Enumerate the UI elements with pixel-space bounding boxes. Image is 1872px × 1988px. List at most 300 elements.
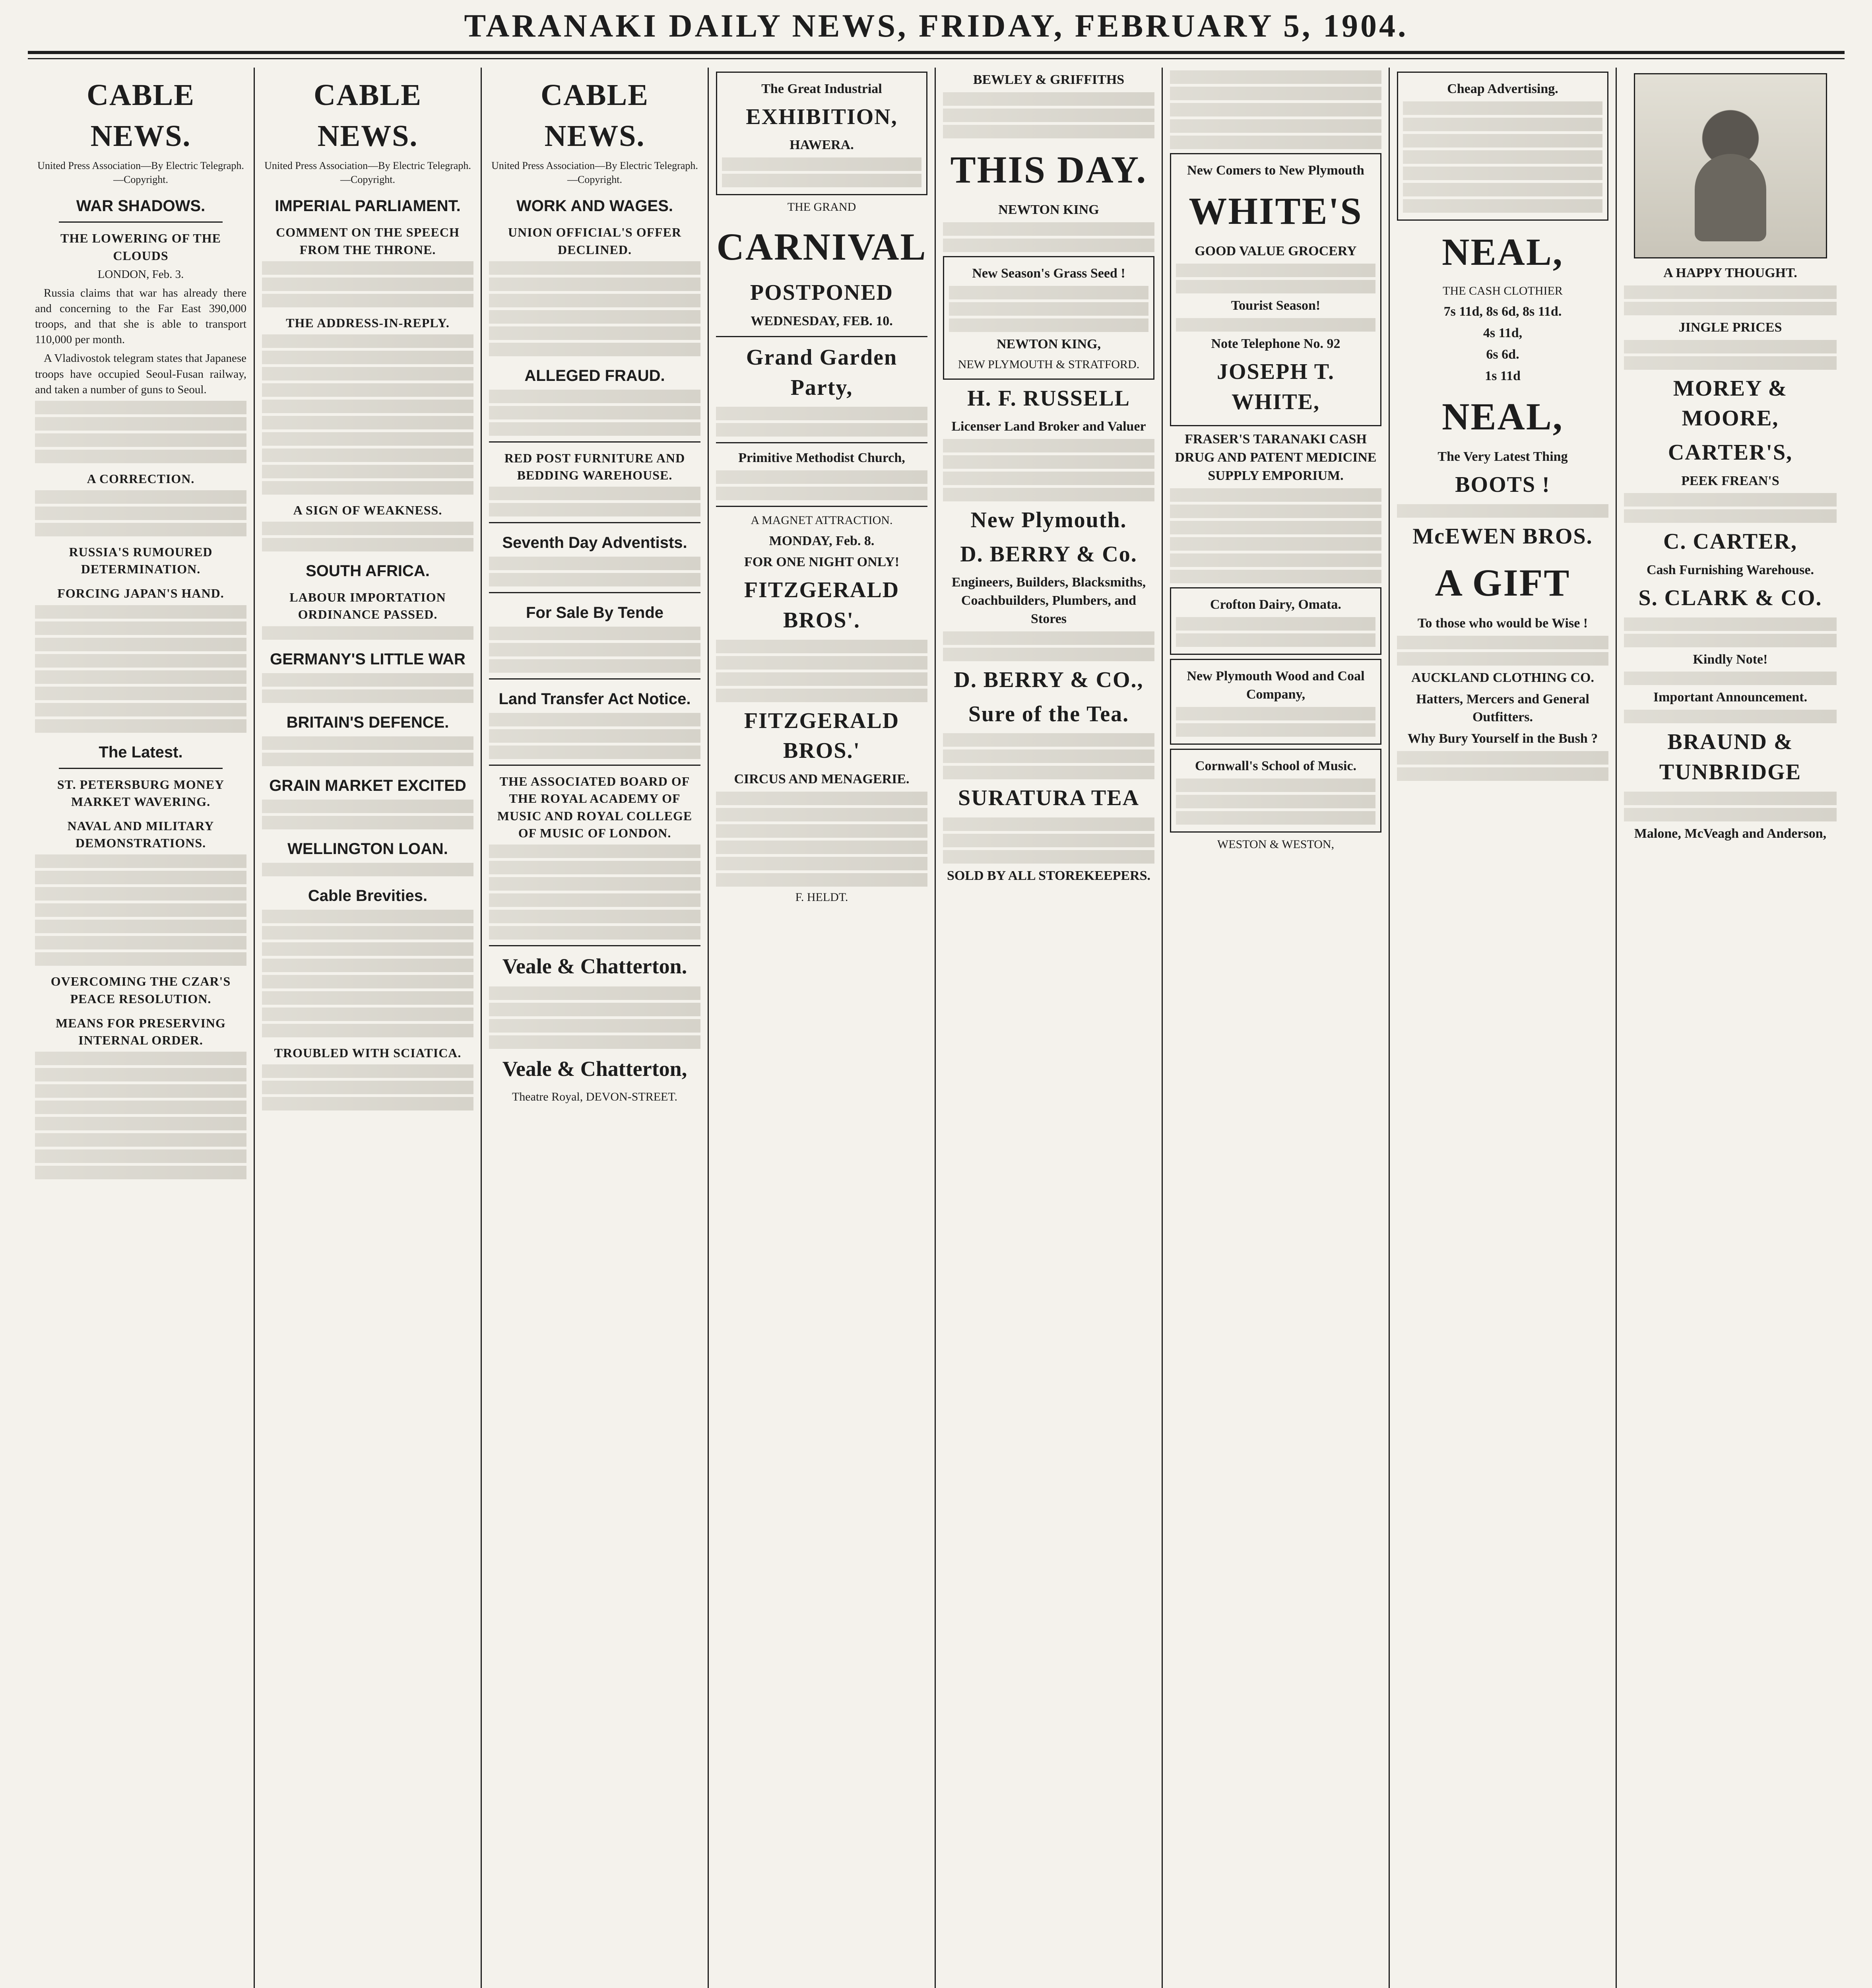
text-line — [489, 926, 700, 940]
text-line — [262, 465, 473, 478]
text-line — [35, 1068, 246, 1081]
ad-malone-mcveagh: Malone, McVeagh and Anderson, — [1634, 826, 1827, 841]
ad-price-7s: 7s 11d, 8s 6d, 8s 11d. — [1443, 304, 1562, 319]
text-line — [1624, 509, 1837, 523]
text-line — [1176, 264, 1375, 277]
text-line — [716, 423, 927, 437]
ad-mcewen-bros: McEWEN BROS. — [1412, 524, 1593, 549]
text-line — [1176, 811, 1375, 825]
ad-important-announcement: Important Announcement. — [1653, 690, 1808, 705]
ad-cheap-advertising: Cheap Advertising. — [1447, 82, 1558, 96]
text-line — [35, 1149, 246, 1163]
ad-land-transfer: Land Transfer Act Notice. — [499, 690, 691, 708]
text-line — [716, 487, 927, 500]
text-line — [949, 302, 1148, 316]
ad-grass-seed-title: New Season's Grass Seed ! — [972, 266, 1125, 281]
text-line — [1624, 285, 1837, 299]
ad-price-4s: 4s 11d, — [1483, 325, 1523, 340]
section-money-market: ST. PETERSBURG MONEY MARKET WAVERING. — [57, 777, 225, 809]
text-line — [489, 261, 700, 275]
text-line — [262, 1008, 473, 1021]
text-line — [35, 854, 246, 868]
article-paragraph: A Vladivostok telegram states that Japanese troops have occupied Seoul-Fusan railway, and taken a number of guns to Seoul. — [35, 352, 246, 396]
section-germany-war: GERMANY'S LITTLE WAR — [270, 650, 466, 668]
text-line — [489, 1035, 700, 1049]
text-line — [943, 850, 1154, 864]
text-line — [35, 401, 246, 414]
text-line — [35, 1101, 246, 1114]
text-line — [1624, 493, 1837, 507]
section-grain-market: GRAIN MARKET EXCITED — [269, 777, 466, 794]
ad-monday-feb: MONDAY, Feb. 8. — [769, 533, 875, 548]
text-line — [1624, 302, 1837, 315]
text-line — [262, 1081, 473, 1094]
text-line — [35, 417, 246, 431]
ad-new-comers: New Comers to New Plymouth — [1187, 163, 1364, 178]
text-line — [949, 318, 1148, 332]
text-line — [35, 433, 246, 447]
text-line — [35, 871, 246, 884]
masthead-rule-thin — [28, 58, 1845, 59]
ad-newton-king-2: NEWTON KING, — [997, 337, 1101, 352]
ad-suratura-tea: SURATURA TEA — [958, 786, 1140, 811]
ad-veale-chatterton-footer: Veale & Chatterton, — [502, 1056, 687, 1081]
section-comment-speech: COMMENT ON THE SPEECH FROM THE THRONE. — [276, 225, 460, 257]
ad-newton-king-location: NEW PLYMOUTH & STRATFORD. — [958, 358, 1140, 371]
text-line — [262, 991, 473, 1005]
section-address-in-reply: THE ADDRESS-IN-REPLY. — [286, 315, 450, 330]
ad-red-post-furniture: RED POST FURNITURE AND BEDDING WAREHOUSE. — [504, 450, 685, 482]
ad-postponed: POSTPONED — [750, 280, 894, 305]
ad-veale-chatterton: Veale & Chatterton. — [502, 954, 687, 978]
text-line — [489, 746, 700, 759]
text-line — [1403, 118, 1602, 131]
text-line — [716, 470, 927, 484]
ad-wednesday-feb: WEDNESDAY, FEB. 10. — [751, 314, 893, 329]
text-line — [716, 672, 927, 686]
columns — [28, 68, 1845, 1988]
text-line — [716, 407, 927, 420]
ad-sure-of-tea: Sure of the Tea. — [968, 701, 1129, 726]
ad-one-night: FOR ONE NIGHT ONLY! — [744, 555, 900, 570]
text-line — [35, 507, 246, 520]
text-line — [489, 503, 700, 516]
ad-braund-tunbridge: BRAUND & TUNBRIDGE — [1659, 730, 1802, 784]
cable-news-heading: CABLE NEWS. — [314, 78, 422, 153]
ad-telephone-92: Note Telephone No. 92 — [1211, 336, 1340, 351]
ad-cheap-advertising-box — [1397, 72, 1608, 221]
cable-news-credit: United Press Association—By Electric Telegraph.—Copyright. — [37, 160, 244, 186]
column-1 — [28, 68, 255, 1988]
text-line — [1170, 505, 1381, 518]
text-line — [262, 278, 473, 291]
ad-engineers-builders: Engineers, Builders, Blacksmiths, Coachbuilders, Plumbers, and Stores — [951, 575, 1146, 627]
ad-illustration-woman — [1634, 73, 1827, 258]
text-line — [489, 877, 700, 891]
ad-white-grocery — [1170, 153, 1381, 426]
text-line — [262, 432, 473, 446]
text-line — [489, 278, 700, 291]
text-line — [1403, 167, 1602, 180]
ad-auckland-clothing: AUCKLAND CLOTHING CO. — [1411, 670, 1594, 685]
ad-price-1s: 1s 11d — [1485, 368, 1521, 383]
ad-kindly-note: Kindly Note! — [1693, 652, 1768, 667]
cable-news-credit: United Press Association—By Electric Telegraph.—Copyright. — [264, 160, 471, 186]
ad-new-plymouth: New Plymouth. — [970, 508, 1127, 533]
text-line — [1170, 87, 1381, 100]
text-line — [35, 638, 246, 651]
text-line — [35, 621, 246, 635]
text-line — [1624, 792, 1837, 805]
text-line — [1170, 136, 1381, 149]
ad-very-latest: The Very Latest Thing — [1437, 449, 1568, 464]
article-paragraph: Russia claims that war has already there and concerning to the Far East 390,000 troops, and that she is able to transport 110,000 per month. — [35, 286, 246, 346]
text-line — [716, 841, 927, 854]
text-line — [489, 627, 700, 640]
text-line — [1176, 795, 1375, 808]
text-line — [716, 689, 927, 702]
ad-the-grand: THE GRAND — [787, 200, 856, 214]
text-line — [35, 1052, 246, 1065]
text-line — [489, 294, 700, 307]
text-line — [262, 400, 473, 413]
ad-joseph-white: JOSEPH T. WHITE, — [1216, 359, 1335, 414]
text-line — [943, 733, 1154, 747]
ad-frasers-drug: FRASER'S TARANAKI CASH DRUG AND PATENT MEDICINE SUPPLY EMPORIUM. — [1175, 432, 1377, 483]
text-line — [1397, 652, 1608, 666]
text-line — [35, 703, 246, 716]
text-line — [949, 286, 1148, 299]
text-line — [262, 910, 473, 923]
text-line — [943, 488, 1154, 501]
text-line — [489, 861, 700, 874]
text-line — [262, 753, 473, 766]
text-line — [262, 416, 473, 429]
text-line — [1170, 488, 1381, 502]
ad-exhibition — [716, 72, 927, 195]
text-line — [943, 834, 1154, 847]
text-line — [943, 239, 1154, 252]
section-war-shadows: WAR SHADOWS. — [76, 197, 206, 215]
text-line — [1624, 634, 1837, 647]
text-line — [1397, 751, 1608, 765]
ad-c-carter: C. CARTER, — [1663, 529, 1797, 554]
text-line — [489, 729, 700, 743]
divider — [489, 678, 700, 679]
ad-sold-storekeepers: SOLD BY ALL STOREKEEPERS. — [947, 868, 1151, 883]
text-line — [1170, 570, 1381, 583]
section-alleged-fraud: ALLEGED FRAUD. — [524, 367, 665, 384]
text-line — [1403, 134, 1602, 148]
divider — [489, 765, 700, 766]
ad-cash-clothier: THE CASH CLOTHIER — [1443, 284, 1563, 298]
text-line — [1624, 340, 1837, 353]
masthead-title: TARANAKI DAILY NEWS, FRIDAY, FEBRUARY 5, 1904. — [464, 8, 1408, 44]
text-line — [1176, 723, 1375, 737]
text-line — [489, 326, 700, 340]
text-line — [943, 455, 1154, 469]
text-line — [716, 792, 927, 805]
ad-d-berry: D. BERRY & Co. — [960, 542, 1137, 567]
ad-wood-coal: New Plymouth Wood and Coal Company, — [1187, 668, 1365, 702]
ad-price-6s: 6s 6d. — [1486, 347, 1519, 362]
divider — [59, 221, 223, 223]
text-line — [1624, 672, 1837, 685]
text-line — [35, 1084, 246, 1098]
column-3 — [482, 68, 709, 1988]
text-line — [489, 343, 700, 356]
ad-garden-party: Grand Garden Party, — [746, 345, 898, 400]
ad-tourist-season: Tourist Season! — [1231, 298, 1321, 313]
text-line — [262, 334, 473, 348]
text-line — [1170, 103, 1381, 116]
section-britain-defence: BRITAIN'S DEFENCE. — [286, 713, 449, 731]
cable-news-credit: United Press Association—By Electric Telegraph.—Copyright. — [491, 160, 698, 186]
text-line — [262, 673, 473, 687]
text-line — [1170, 119, 1381, 133]
ad-carnival: CARNIVAL — [716, 225, 927, 268]
text-line — [489, 422, 700, 436]
text-line — [1403, 150, 1602, 164]
section-internal-order: MEANS FOR PRESERVING INTERNAL ORDER. — [56, 1015, 226, 1047]
section-czar-peace: OVERCOMING THE CZAR'S PEACE RESOLUTION. — [50, 974, 231, 1006]
section-wellington-loan: WELLINGTON LOAN. — [287, 840, 448, 858]
ad-s-clark: S. CLARK & CO. — [1638, 585, 1822, 610]
text-line — [943, 648, 1154, 661]
text-line — [35, 1166, 246, 1179]
text-line — [943, 109, 1154, 122]
section-cable-brevities: Cable Brevities. — [308, 887, 428, 905]
text-line — [262, 1097, 473, 1110]
text-line — [1170, 521, 1381, 534]
ad-neal: NEAL, — [1442, 230, 1564, 273]
ad-h-f-russell: H. F. RUSSELL — [967, 386, 1130, 411]
text-line — [35, 920, 246, 933]
text-line — [716, 656, 927, 670]
ad-exhibition-great-industrial: The Great Industrial — [761, 82, 882, 96]
masthead — [28, 7, 1845, 55]
text-line — [35, 450, 246, 463]
ad-cornwall-music: Cornwall's School of Music. — [1195, 758, 1357, 773]
text-line — [943, 439, 1154, 452]
text-line — [262, 926, 473, 940]
ad-newton-king: NEWTON KING — [998, 202, 1099, 217]
text-line — [943, 125, 1154, 138]
text-line — [35, 952, 246, 966]
text-line — [262, 538, 473, 551]
text-line — [262, 626, 473, 640]
text-line — [489, 845, 700, 858]
text-line — [489, 659, 700, 673]
text-line — [35, 490, 246, 504]
text-line — [262, 942, 473, 956]
text-line — [1176, 318, 1375, 332]
text-line — [35, 605, 246, 619]
section-forcing-japan: FORCING JAPAN'S HAND. — [57, 586, 224, 601]
text-line — [262, 975, 473, 988]
text-line — [1403, 183, 1602, 196]
text-line — [716, 873, 927, 887]
text-line — [716, 808, 927, 821]
ad-theatre-royal: Theatre Royal, DEVON-STREET. — [512, 1090, 677, 1103]
text-line — [1624, 808, 1837, 821]
text-line — [1624, 617, 1837, 631]
text-line — [1176, 707, 1375, 720]
ad-weston: WESTON & WESTON, — [1217, 837, 1335, 851]
text-line — [262, 448, 473, 462]
ad-circus-menagerie: CIRCUS AND MENAGERIE. — [734, 771, 910, 786]
ad-jingle-prices: JINGLE PRICES — [1678, 320, 1782, 335]
ad-hatters-mercers: Hatters, Mercers and General Outfitters. — [1416, 691, 1589, 725]
divider — [489, 945, 700, 946]
ad-grass-seed — [943, 256, 1154, 379]
ad-carters: CARTER'S, — [1668, 440, 1793, 465]
cable-news-heading: CABLE NEWS. — [87, 78, 195, 153]
divider — [59, 768, 223, 769]
ad-fitzgerald-bros: FITZGERALD BROS'. — [744, 578, 900, 633]
text-line — [489, 713, 700, 726]
text-line — [489, 986, 700, 1000]
section-work-wages: WORK AND WAGES. — [516, 197, 673, 215]
dateline: LONDON, Feb. 3. — [97, 268, 184, 281]
section-labour-ordinance: LABOUR IMPORTATION ORDINANCE PASSED. — [289, 590, 446, 622]
column-5 — [936, 68, 1163, 1988]
text-line — [262, 351, 473, 364]
text-line — [489, 910, 700, 923]
ad-bewley-griffiths: BEWLEY & GRIFFITHS — [973, 72, 1125, 87]
text-line — [35, 1117, 246, 1130]
section-lowering-clouds: THE LOWERING OF THE CLOUDS — [60, 231, 221, 263]
text-line — [35, 523, 246, 536]
ad-for-sale-tender: For Sale By Tende — [526, 604, 663, 622]
ad-exhibition-title: EXHIBITION, — [746, 104, 898, 129]
text-line — [262, 367, 473, 381]
ad-seventh-day: Seventh Day Adventists. — [502, 534, 687, 552]
text-line — [943, 817, 1154, 831]
section-union-offer: UNION OFFICIAL'S OFFER DECLINED. — [508, 225, 682, 257]
text-line — [262, 800, 473, 813]
text-line — [1170, 553, 1381, 567]
ad-fitzgerald-bros-2: FITZGERALD BROS.' — [744, 708, 900, 763]
text-line — [489, 310, 700, 324]
text-line — [262, 383, 473, 397]
divider — [489, 522, 700, 523]
text-line — [1176, 280, 1375, 293]
text-line — [262, 736, 473, 750]
text-line — [35, 687, 246, 700]
text-line — [943, 749, 1154, 763]
ad-f-heldt: F. HELDT. — [795, 890, 848, 904]
text-line — [716, 824, 927, 838]
text-line — [1397, 767, 1608, 781]
text-line — [262, 261, 473, 275]
text-line — [35, 654, 246, 668]
text-line — [489, 643, 700, 656]
ad-boots: BOOTS ! — [1455, 472, 1550, 497]
ad-d-berry-2: D. BERRY & CO., — [954, 668, 1144, 692]
ad-peek-frean: PEEK FREAN'S — [1681, 473, 1779, 488]
text-line — [35, 719, 246, 733]
section-sciatica: TROUBLED WITH SCIATICA. — [274, 1045, 462, 1060]
text-line — [489, 557, 700, 570]
ad-cornwall-box — [1170, 749, 1381, 833]
text-line — [489, 1003, 700, 1016]
text-line — [35, 936, 246, 949]
cable-news-heading: CABLE NEWS. — [541, 78, 649, 153]
text-line — [943, 222, 1154, 236]
text-line — [1170, 537, 1381, 551]
text-line — [1176, 633, 1375, 647]
text-line — [489, 406, 700, 419]
divider — [716, 336, 927, 337]
text-line — [1176, 779, 1375, 792]
text-line — [262, 863, 473, 876]
text-line — [1403, 101, 1602, 115]
section-sign-weakness: A SIGN OF WEAKNESS. — [293, 503, 442, 517]
ad-wood-coal-box — [1170, 659, 1381, 745]
divider — [716, 442, 927, 443]
text-line — [1403, 199, 1602, 213]
column-6 — [1163, 68, 1390, 1988]
section-latest: The Latest. — [99, 743, 183, 761]
ad-primitive-methodist: Primitive Methodist Church, — [738, 450, 905, 466]
divider — [716, 506, 927, 507]
text-line — [262, 522, 473, 535]
section-naval-military: NAVAL AND MILITARY DEMONSTRATIONS. — [67, 819, 214, 850]
text-line — [489, 1019, 700, 1033]
text-line — [489, 893, 700, 907]
section-imperial-parliament: IMPERIAL PARLIAMENT. — [275, 197, 461, 215]
ad-good-value-grocery: GOOD VALUE GROCERY — [1195, 244, 1357, 259]
text-line — [943, 631, 1154, 645]
text-line — [1624, 356, 1837, 370]
text-line — [35, 887, 246, 901]
section-south-africa: SOUTH AFRICA. — [306, 562, 430, 580]
ad-happy-thought: A HAPPY THOUGHT. — [1663, 266, 1797, 280]
column-4 — [709, 68, 936, 1988]
ad-morey-moore: MOREY & MOORE, — [1673, 376, 1788, 431]
text-line — [262, 1064, 473, 1078]
text-line — [262, 1024, 473, 1037]
text-line — [489, 390, 700, 403]
text-line — [489, 573, 700, 586]
column-8 — [1617, 68, 1844, 1988]
text-line — [262, 959, 473, 972]
text-line — [262, 294, 473, 307]
divider — [489, 441, 700, 443]
column-7 — [1390, 68, 1617, 1988]
text-line — [1176, 617, 1375, 631]
column-2 — [255, 68, 482, 1988]
ad-crofton-dairy: Crofton Dairy, Omata. — [1210, 597, 1341, 612]
text-line — [716, 640, 927, 653]
section-russia-determination: RUSSIA'S RUMOURED DETERMINATION. — [69, 545, 213, 577]
ad-a-gift: A GIFT — [1435, 561, 1571, 604]
masthead-rule — [28, 51, 1845, 54]
text-line — [35, 1133, 246, 1147]
ad-cash-furnishing: Cash Furnishing Warehouse. — [1646, 563, 1814, 578]
text-line — [1397, 504, 1608, 518]
divider — [489, 592, 700, 593]
text-line — [722, 174, 921, 187]
ad-this-day: THIS DAY. — [950, 148, 1147, 191]
ad-magnet-attraction: A MAGNET ATTRACTION. — [751, 514, 893, 527]
ad-to-those-wise: To those who would be Wise ! — [1417, 615, 1588, 631]
ad-bury-yourself: Why Bury Yourself in the Bush ? — [1407, 731, 1598, 746]
ad-exhibition-hawera: HAWERA. — [790, 138, 854, 153]
text-line — [1397, 636, 1608, 649]
section-correction: A CORRECTION. — [87, 471, 195, 486]
